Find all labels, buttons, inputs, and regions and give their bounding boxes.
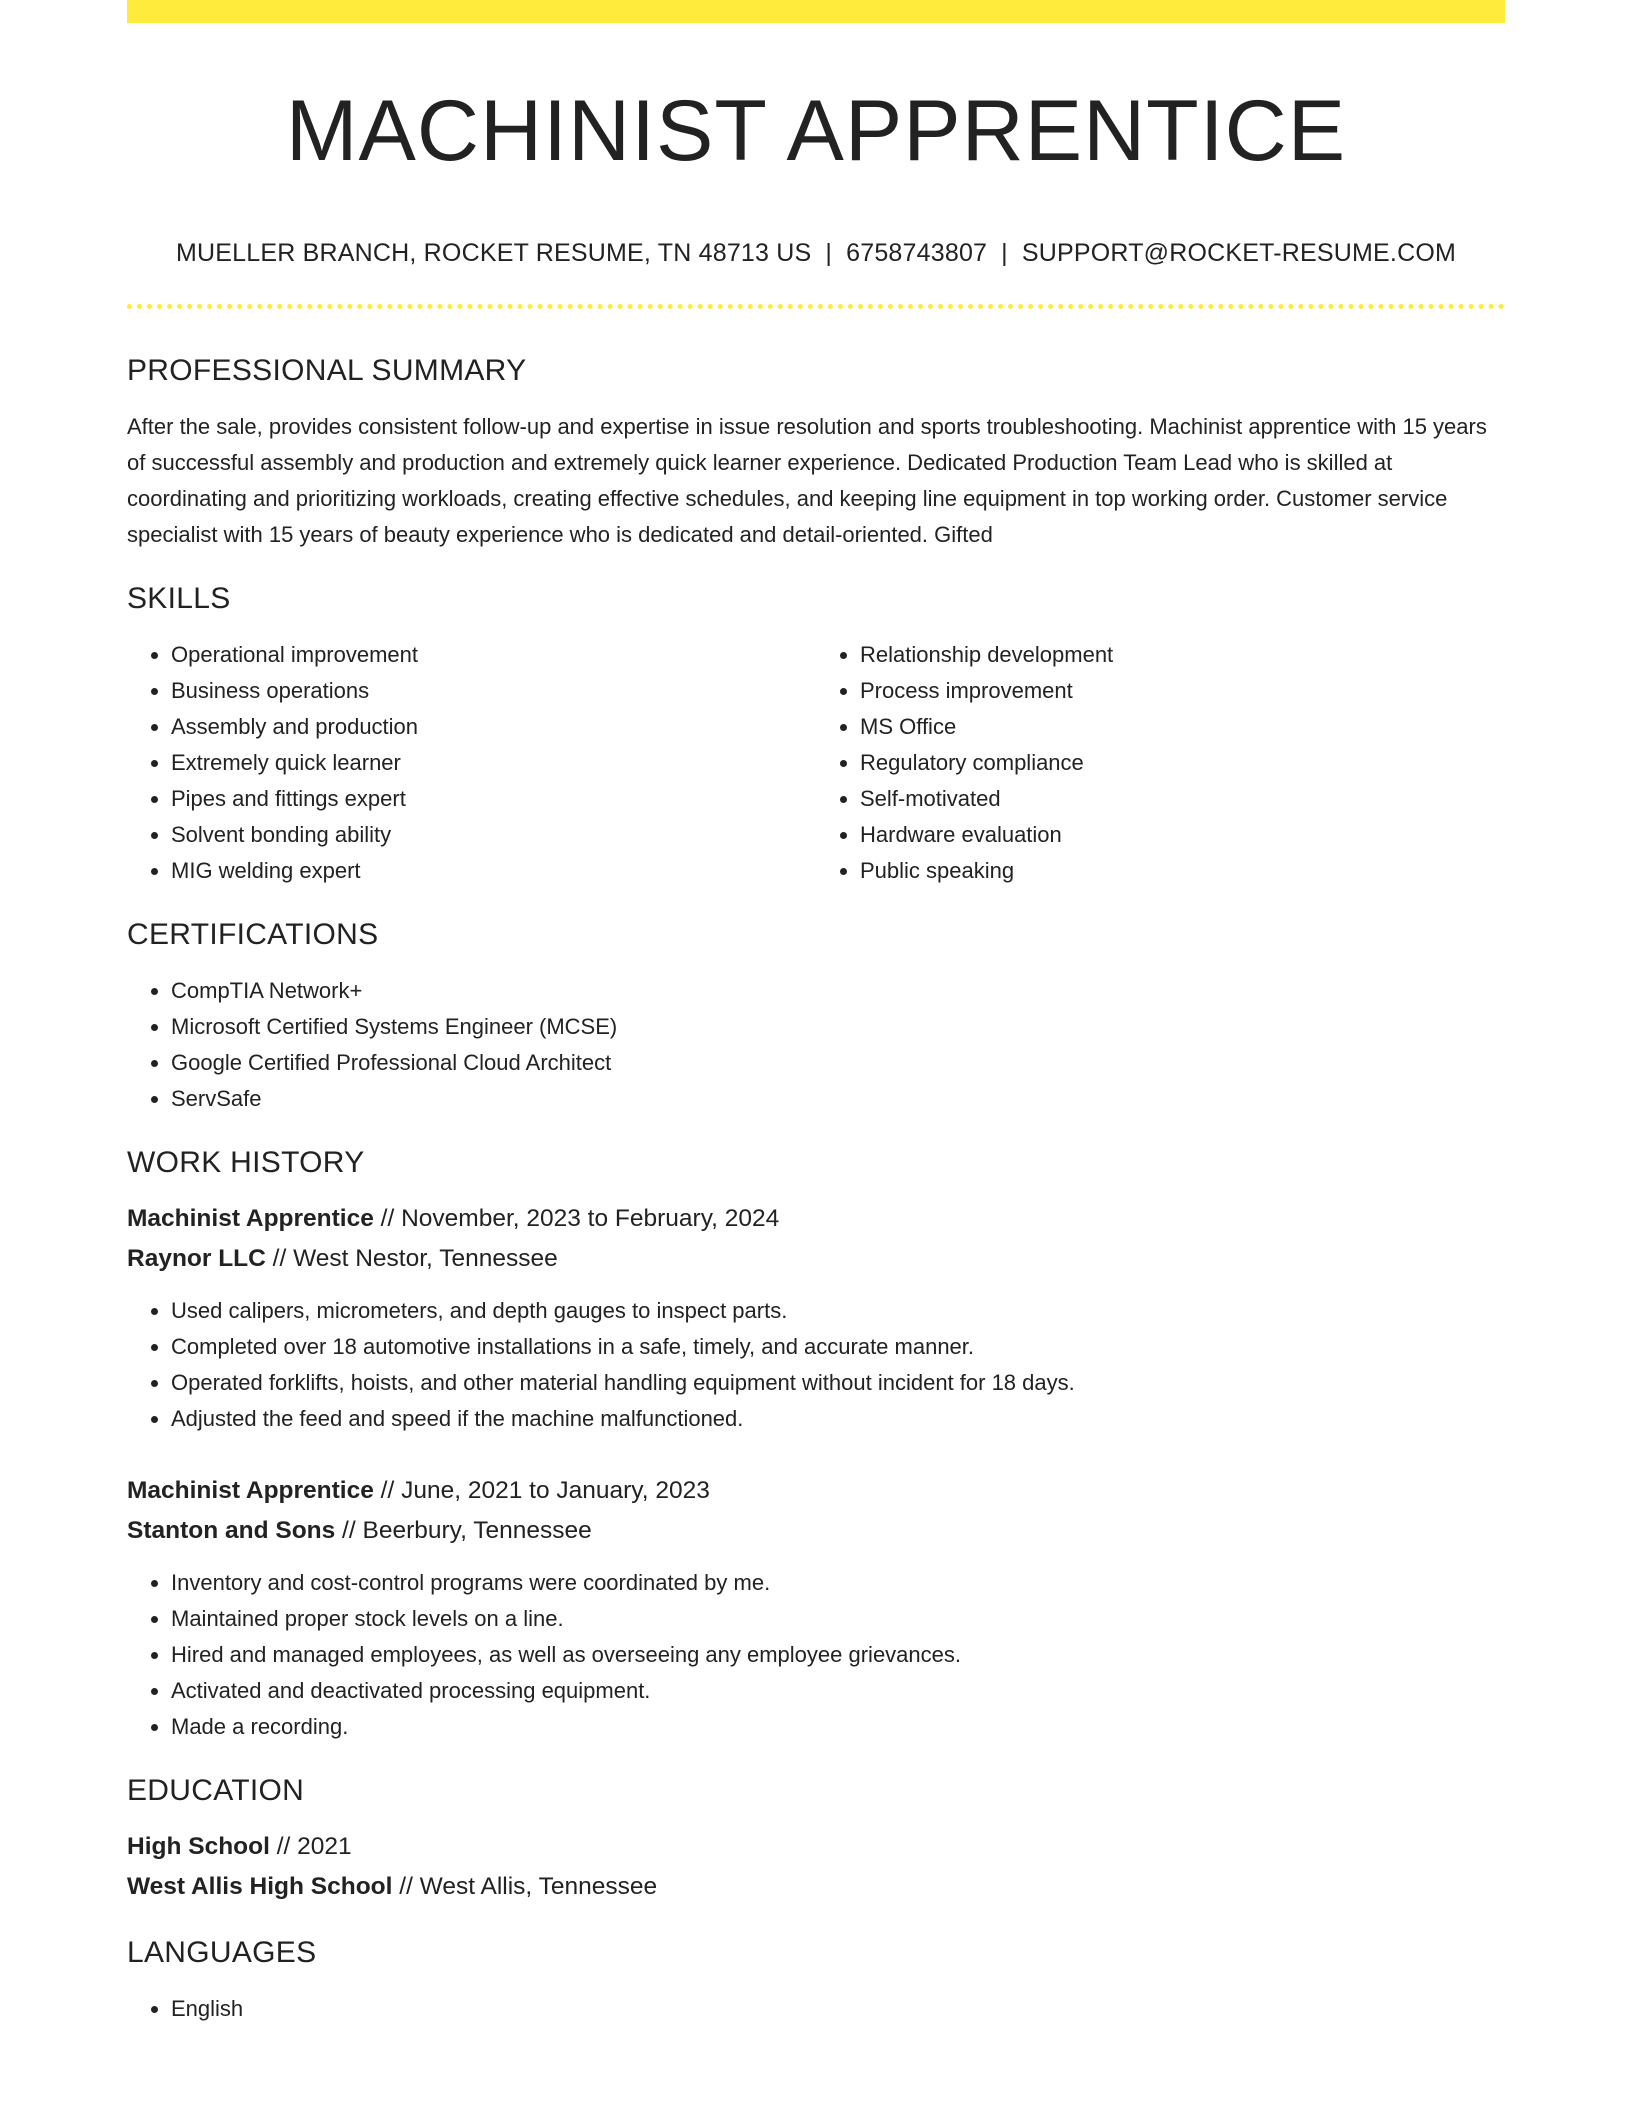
skills-right-list (816, 637, 1505, 889)
job-bullet: • Used calipers, micrometers, and depth gauges to inspect parts. (171, 1293, 1505, 1329)
contact-email: SUPPORT@ROCKET-RESUME.COM (1021, 239, 1457, 268)
skill-item: • Operational improvement (171, 637, 816, 673)
skill-item: • Pipes and fittings expert (171, 781, 816, 817)
contact-line (127, 239, 1505, 268)
skill-item: • Hardware evaluation (860, 817, 1505, 853)
contact-separator: | (1001, 239, 1008, 268)
job-dates: // June, 2021 to January, 2023 (373, 1477, 710, 1505)
languages-heading: LANGUAGES (127, 1936, 317, 1970)
skills-left-list (127, 637, 816, 889)
skill-item: • Business operations (171, 673, 816, 709)
skills-grid (127, 637, 1505, 889)
job-location: // West Nestor, Tennessee (265, 1245, 558, 1273)
skills-heading: SKILLS (127, 582, 231, 616)
job-entry-1 (127, 1199, 1505, 1437)
certification-item: • CompTIA Network+ (171, 973, 1505, 1009)
certifications-list (127, 973, 1505, 1117)
header-divider (127, 304, 1505, 309)
skill-item: • MIG welding expert (171, 853, 816, 889)
job-bullet: • Activated and deactivated processing equipment. (171, 1673, 1505, 1709)
skill-item: • Process improvement (860, 673, 1505, 709)
job-bullets (127, 1293, 1505, 1437)
job-entry-2 (127, 1471, 1505, 1745)
job-bullet: • Completed over 18 automotive installations in a safe, timely, and accurate manner. (171, 1329, 1505, 1365)
skill-item: • Assembly and production (171, 709, 816, 745)
education-school-line (127, 1867, 1505, 1907)
job-bullet: • Inventory and cost-control programs were coordinated by me. (171, 1565, 1505, 1601)
job-role: Machinist Apprentice (127, 1477, 374, 1505)
job-company-line (127, 1511, 1505, 1551)
skill-item: • MS Office (860, 709, 1505, 745)
job-bullet: • Adjusted the feed and speed if the machine malfunctioned. (171, 1401, 1505, 1437)
skill-item: • Regulatory compliance (860, 745, 1505, 781)
education-location: // West Allis, Tennessee (392, 1873, 658, 1901)
job-title-line (127, 1471, 1505, 1511)
skill-item: • Relationship development (860, 637, 1505, 673)
contact-address: MUELLER BRANCH, ROCKET RESUME, TN 48713 US (175, 239, 812, 268)
job-bullet: • Hired and managed employees, as well as overseeing any employee grievances. (171, 1637, 1505, 1673)
education-school: West Allis High School (127, 1873, 393, 1901)
education-degree-line (127, 1827, 1505, 1867)
education-entry (127, 1827, 1505, 1907)
job-company: Stanton and Sons (127, 1517, 336, 1545)
contact-phone: 6758743807 (846, 239, 988, 268)
skill-item: • Public speaking (860, 853, 1505, 889)
certification-item: • Microsoft Certified Systems Engineer (MCSE) (171, 1009, 1505, 1045)
top-accent-bar (127, 0, 1505, 23)
candidate-name: MACHINIST APPRENTICE (285, 83, 1347, 179)
job-location: // Beerbury, Tennessee (335, 1517, 592, 1545)
summary-heading: PROFESSIONAL SUMMARY (127, 354, 527, 388)
job-company: Raynor LLC (127, 1245, 266, 1273)
job-role: Machinist Apprentice (127, 1205, 374, 1233)
education-year: // 2021 (269, 1833, 352, 1861)
work-history-heading: WORK HISTORY (127, 1146, 365, 1180)
summary-text: After the sale, provides consistent follow-up and expertise in issue resolution and sports troubleshooting. Machinist apprentice with 15 years of successful assembly and production and extremely quick learner experience. Dedicated Production Team Lead who is skilled at coordinating and prioritizing workloads, creating effective schedules, and keeping line equipment in top working order. Customer service specialist with 15 years of beauty experience who is dedicated and detail-oriented. Gifted (127, 414, 1487, 548)
job-dates: // November, 2023 to February, 2024 (373, 1205, 780, 1233)
education-heading: EDUCATION (127, 1774, 305, 1808)
job-bullet: • Made a recording. (171, 1709, 1505, 1745)
resume-page (127, 0, 1505, 2027)
job-title-line (127, 1199, 1505, 1239)
contact-separator: | (825, 239, 833, 268)
certification-item: • Google Certified Professional Cloud Architect (171, 1045, 1505, 1081)
job-company-line (127, 1239, 1505, 1279)
languages-list (127, 1991, 1505, 2027)
certifications-heading: CERTIFICATIONS (127, 918, 379, 952)
job-bullets (127, 1565, 1505, 1745)
language-item: • English (171, 1991, 1505, 2027)
skill-item: • Extremely quick learner (171, 745, 816, 781)
job-bullet: • Maintained proper stock levels on a line. (171, 1601, 1505, 1637)
skill-item: • Solvent bonding ability (171, 817, 816, 853)
certification-item: • ServSafe (171, 1081, 1505, 1117)
education-degree: High School (127, 1833, 270, 1861)
job-bullet: • Operated forklifts, hoists, and other material handling equipment without incident for 18 days. (171, 1365, 1505, 1401)
skill-item: • Self-motivated (860, 781, 1505, 817)
